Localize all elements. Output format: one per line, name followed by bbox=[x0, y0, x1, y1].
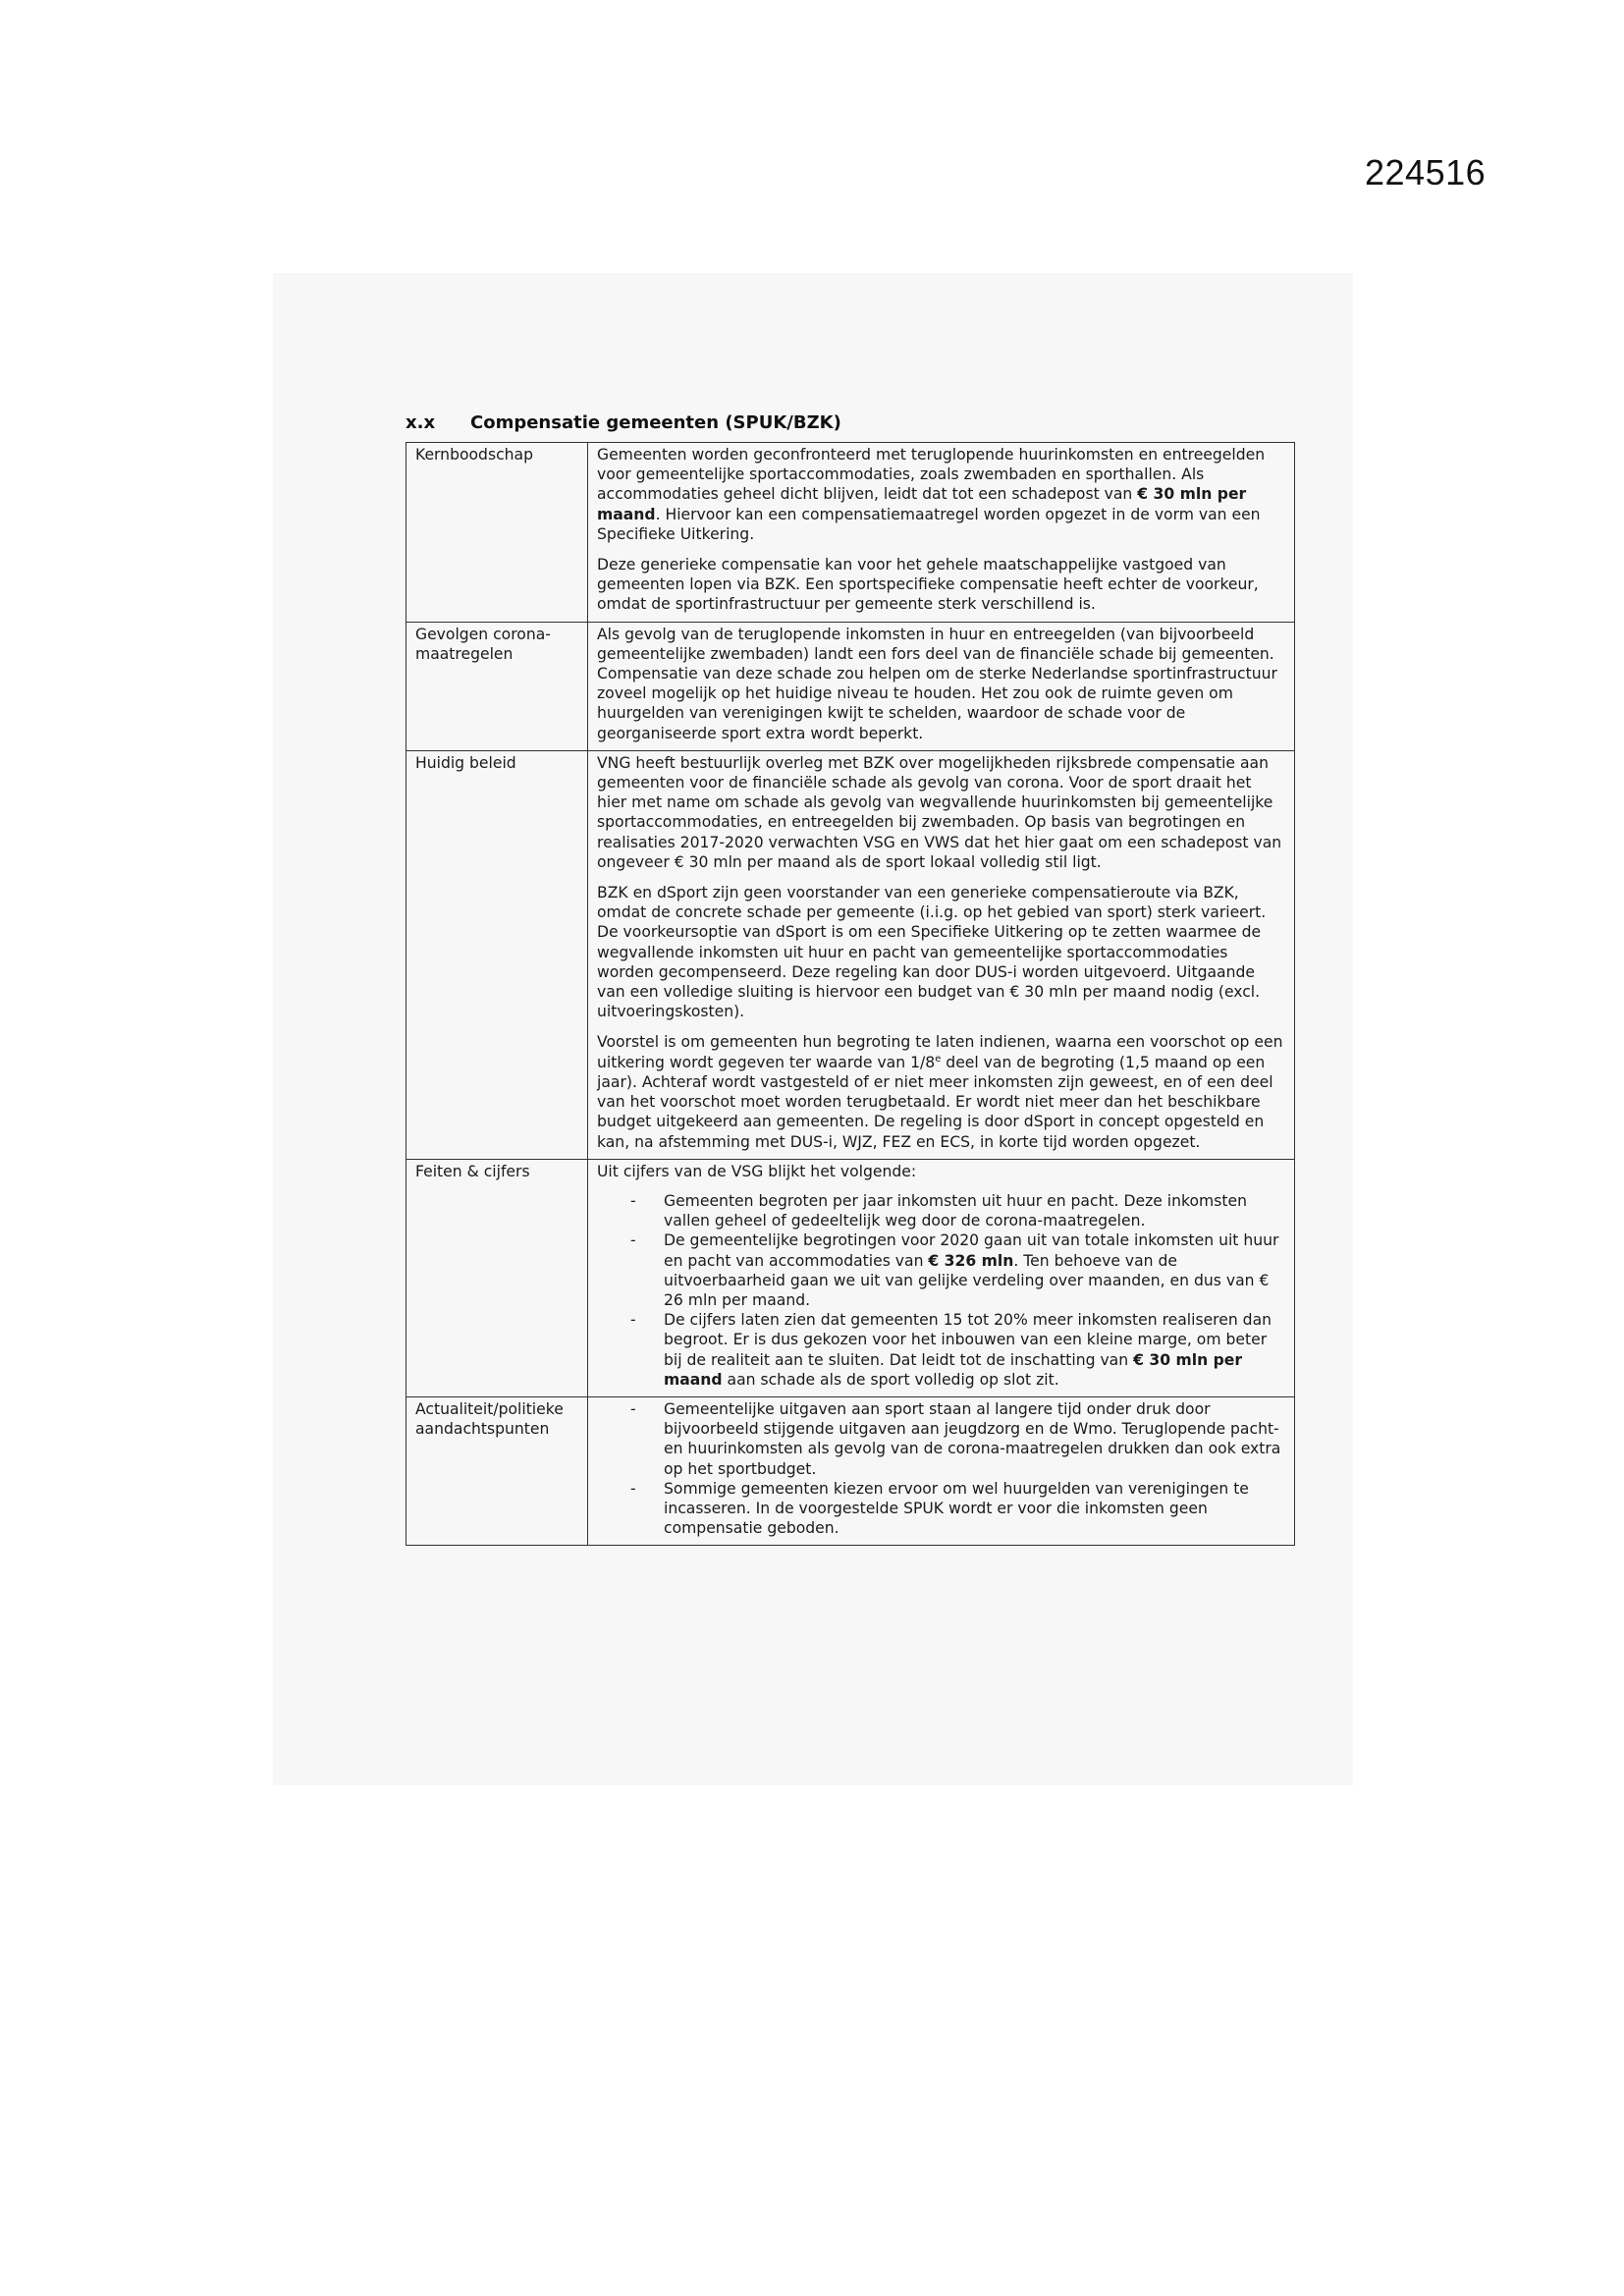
text-run: Gemeentelijke uitgaven aan sport staan al langere tijd onder druk door bijvoorbeeld stijgende uitgaven aan jeugdzorg en de Wmo. Teruglopende pacht- en huurinkomsten als gevolg van de corona-maatregelen drukken dan ook extra op het sportbudget. bbox=[664, 1399, 1281, 1478]
row-content bbox=[588, 443, 1295, 623]
bold-amount: € 30 mln per maand bbox=[664, 1350, 1243, 1389]
row-label: Huidig beleid bbox=[406, 750, 588, 1159]
row-label: Gevolgen corona-maatregelen bbox=[406, 622, 588, 750]
text-run: Gemeenten worden geconfronteerd met teruglopende huurinkomsten en entreegelden voor gemeentelijke sportaccommodaties, zoals zwembaden en sporthallen. Als accommodaties geheel dicht blijven, leidt dat tot een schadepost van bbox=[597, 446, 1266, 504]
bullet-list bbox=[597, 1191, 1285, 1390]
list-item bbox=[630, 1399, 1285, 1479]
row-content bbox=[588, 750, 1295, 1159]
row-label: Actualiteit/politieke aandachtspunten bbox=[406, 1396, 588, 1545]
paragraph: Als gevolg van de teruglopende inkomsten in huur en entreegelden (van bijvoorbeeld gemeentelijke zwembaden) landt een fors deel van de financiële schade bij gemeenten. Compensatie van deze schade zou helpen om de sterke Nederlandse sportinfrastructuur zoveel mogelijk op het huidige niveau te houden. Het zou ook de ruimte geven om huurgelden van verenigingen kwijt te schelden, waardoor de schade voor de georganiseerde sport extra wordt beperkt. bbox=[597, 625, 1277, 742]
paragraph bbox=[597, 445, 1285, 544]
dash-marker: - bbox=[630, 1479, 636, 1498]
row-label: Kernboodschap bbox=[406, 443, 588, 623]
section-header bbox=[406, 412, 841, 433]
text-run: De gemeentelijke begrotingen voor 2020 gaan uit van totale inkomsten uit huur en pacht van accommodaties van bbox=[664, 1231, 1279, 1270]
intro-text: Uit cijfers van de VSG blijkt het volgende: bbox=[597, 1162, 917, 1180]
text-run: . Hiervoor kan een compensatiemaatregel worden opgezet in de vorm van een Specifieke Uitkering. bbox=[597, 505, 1261, 543]
text-run: aan schade als de sport volledig op slot zit. bbox=[722, 1370, 1059, 1389]
text-run: Gemeenten begroten per jaar inkomsten uit huur en pacht. Deze inkomsten vallen geheel of gedeeltelijk weg door de corona-maatregelen. bbox=[664, 1191, 1247, 1230]
row-label: Feiten & cijfers bbox=[406, 1159, 588, 1396]
section-title: Compensatie gemeenten (SPUK/BZK) bbox=[470, 412, 841, 433]
table-row-feiten bbox=[406, 1159, 1295, 1396]
row-content bbox=[588, 1159, 1295, 1396]
table-row-gevolgen bbox=[406, 622, 1295, 750]
text-run: De cijfers laten zien dat gemeenten 15 tot 20% meer inkomsten realiseren dan begroot. Er is dus gekozen voor het inbouwen van een kleine marge, om beter bij de realiteit aan te sluiten. Dat leidt tot de inschatting van bbox=[664, 1311, 1272, 1369]
dash-marker: - bbox=[630, 1399, 636, 1418]
paragraph: BZK en dSport zijn geen voorstander van een generieke compensatieroute via BZK, omdat de concrete schade per gemeente (i.i.g. op het gebied van sport) sterk varieert. De voorkeursoptie van dSport is om een Specifieke Uitkering op te zetten waarmee de wegvallende inkomsten uit huur en pacht van gemeentelijke sportaccommodaties worden gecompenseerd. Deze regeling kan door DUS-i worden uitgevoerd. Uitgaande van een volledige sluiting is hiervoor een budget van € 30 mln per maand nodig (excl. uitvoeringskosten). bbox=[597, 884, 1267, 1021]
paragraph bbox=[597, 1032, 1285, 1151]
paragraph: Deze generieke compensatie kan voor het gehele maatschappelijke vastgoed van gemeenten lopen via BZK. Een sportspecifieke compensatie heeft echter de voorkeur, omdat de sportinfrastructuur per gemeente sterk verschillend is. bbox=[597, 556, 1259, 614]
row-content bbox=[588, 622, 1295, 750]
bullet-list bbox=[597, 1399, 1285, 1538]
dash-marker: - bbox=[630, 1311, 636, 1330]
text-run: Sommige gemeenten kiezen ervoor om wel huurgelden van verenigingen te incasseren. In de voorgestelde SPUK wordt er voor die inkomsten geen compensatie geboden. bbox=[664, 1479, 1249, 1538]
table-row-actualiteit bbox=[406, 1396, 1295, 1545]
document-number: 224516 bbox=[1365, 152, 1487, 192]
list-item bbox=[630, 1310, 1285, 1390]
bold-amount: € 326 mln bbox=[928, 1251, 1014, 1270]
superscript: e bbox=[935, 1053, 942, 1065]
text-run: . Ten behoeve van de uitvoerbaarheid gaan we uit van gelijke verdeling over maanden, en dus van € 26 mln per maand. bbox=[664, 1251, 1270, 1309]
list-item bbox=[630, 1230, 1285, 1310]
dash-marker: - bbox=[630, 1231, 636, 1250]
row-content bbox=[588, 1396, 1295, 1545]
list-item bbox=[630, 1479, 1285, 1539]
text-run: deel van de begroting (1,5 maand op een jaar). Achteraf wordt vastgesteld of er niet meer inkomsten zijn geweest, en of een deel van het voorschot moet worden terugbetaald. Er wordt niet meer dan het beschikbare budget uitgekeerd aan gemeenten. De regeling is door dSport in concept opgesteld en kan, na afstemming met DUS-i, WJZ, FEZ en ECS, in korte tijd worden opgezet. bbox=[597, 1053, 1273, 1151]
table-row-kernboodschap bbox=[406, 443, 1295, 623]
compensation-table bbox=[406, 442, 1295, 1546]
table-row-huidig-beleid bbox=[406, 750, 1295, 1159]
paragraph: VNG heeft bestuurlijk overleg met BZK over mogelijkheden rijksbrede compensatie aan gemeenten voor de financiële schade als gevolg van corona. Voor de sport draait het hier met name om schade als gevolg van wegvallende huurinkomsten bij gemeentelijke sportaccommodaties, en entreegelden bij zwembaden. Op basis van begrotingen en realisaties 2017-2020 verwachten VSG en VWS dat het hier gaat om een schadepost van ongeveer € 30 mln per maand als de sport lokaal volledig stil ligt. bbox=[597, 753, 1282, 871]
section-number: x.x bbox=[406, 412, 436, 433]
text-run: Voorstel is om gemeenten hun begroting te laten indienen, waarna een voorschot op een uitkering wordt gegeven ter waarde van 1/8 bbox=[597, 1033, 1283, 1071]
dash-marker: - bbox=[630, 1191, 636, 1210]
bold-amount: € 30 mln per maand bbox=[597, 485, 1247, 523]
list-item bbox=[630, 1191, 1285, 1230]
